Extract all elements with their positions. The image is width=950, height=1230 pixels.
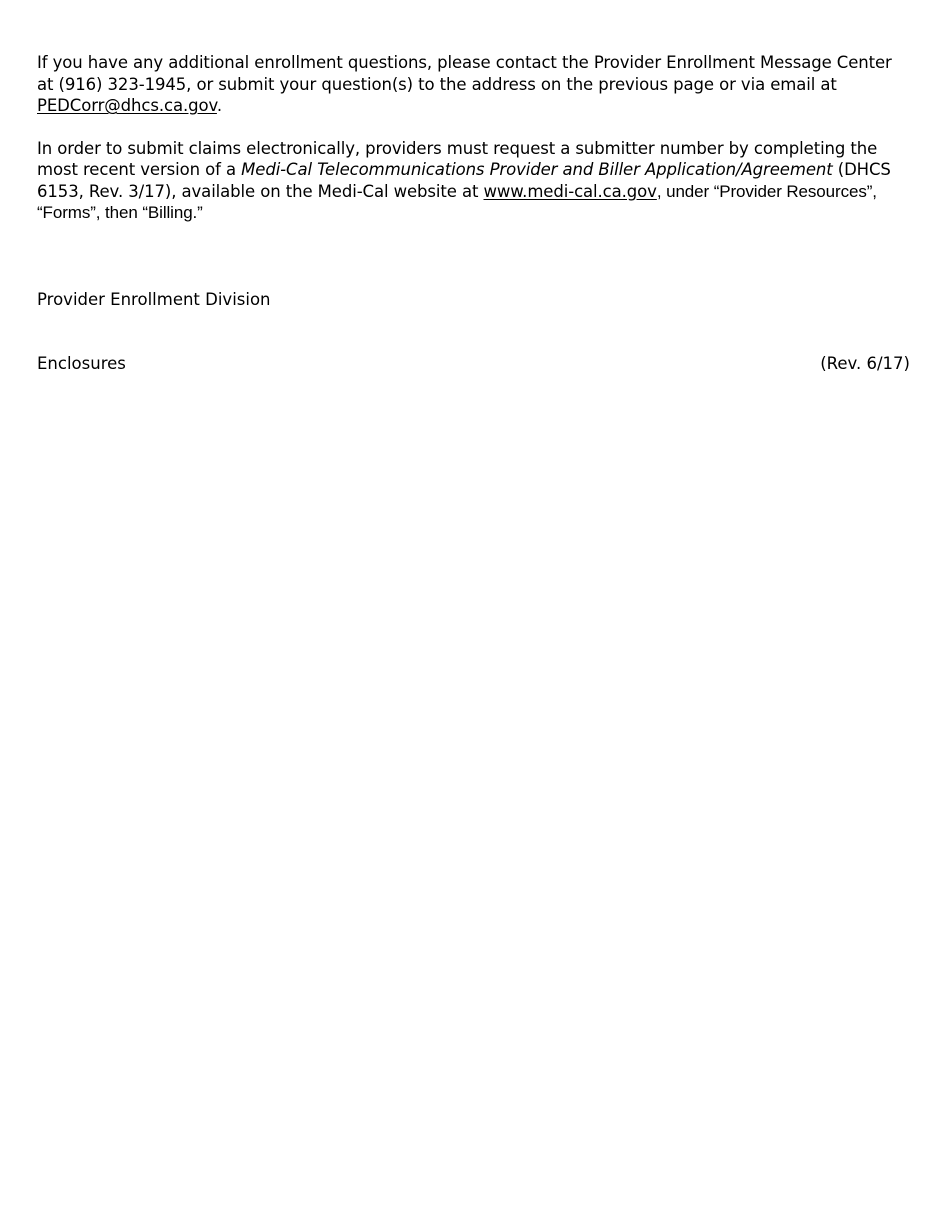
- enclosures-label: Enclosures: [37, 354, 126, 373]
- form-title: Medi-Cal Telecommunications Provider and Biller Application/Agreement: [241, 160, 833, 179]
- claims-text-end: , under “Provider Resources”, “Forms”, then “Billing.”: [37, 181, 877, 222]
- contact-paragraph: [37, 52, 910, 117]
- claims-text-start: In order to submit claims electronically, providers must request a submitter number by completing the most recent version of a: [37, 138, 878, 179]
- contact-text: If you have any additional enrollment questions, please contact the Provider Enrollment Message Center at (916) 323-1945, or submit your question(s) to the address on the previous page or via email at: [37, 53, 892, 94]
- contact-text-end: .: [216, 96, 223, 115]
- letter-body: [37, 52, 910, 224]
- claims-text-middle: (DHCS 6153, Rev. 3/17), available on the Medi-Cal website at: [37, 160, 891, 201]
- footer-row: [37, 353, 910, 374]
- division-signature: Provider Enrollment Division: [37, 290, 271, 309]
- revision-label: (Rev. 6/17): [820, 354, 910, 373]
- claims-paragraph: [37, 138, 910, 224]
- website-link[interactable]: www.medi-cal.ca.gov: [483, 181, 657, 201]
- email-link[interactable]: PEDCorr@dhcs.ca.gov: [37, 96, 217, 115]
